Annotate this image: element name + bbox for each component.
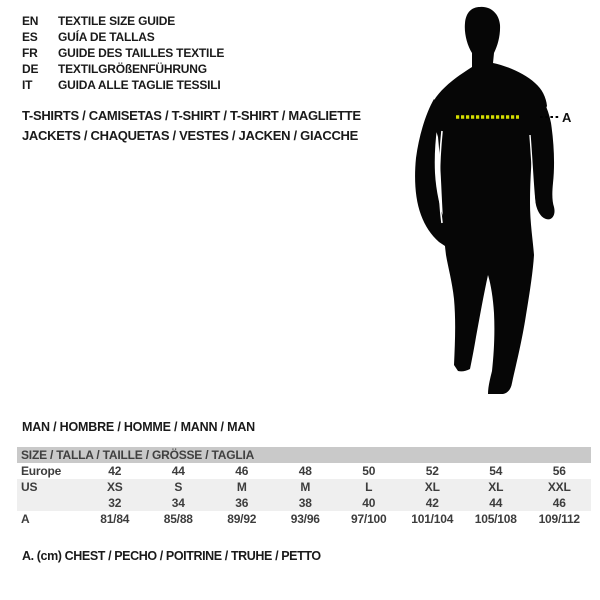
man-figure (402, 3, 582, 398)
table-row-chest (17, 511, 591, 527)
language-code: FR (22, 46, 38, 60)
size-cell: 44 (489, 496, 503, 510)
table-row-us-numeric (17, 495, 591, 511)
language-label: TEXTILGRÖßENFÜHRUNG (58, 62, 207, 76)
size-cell: 93/96 (290, 512, 320, 526)
garment-categories (22, 106, 361, 146)
language-row-en (22, 13, 224, 29)
measure-label-a: A (562, 110, 572, 125)
size-cell: 42 (425, 496, 439, 510)
row-label: Europe (21, 464, 62, 478)
silhouette-shapes (415, 7, 554, 394)
size-cell: XS (106, 480, 123, 494)
row-label: US (21, 480, 38, 494)
language-row-it (22, 77, 224, 93)
size-cell: 38 (298, 496, 312, 510)
size-cell: XL (424, 480, 440, 494)
size-cell: 101/104 (411, 512, 454, 526)
size-cell: XXL (547, 480, 571, 494)
size-cell: S (174, 480, 183, 494)
size-cell: 109/112 (538, 512, 580, 526)
size-cell: 42 (108, 464, 122, 478)
size-cell: 89/92 (227, 512, 257, 526)
size-cell: L (365, 480, 373, 494)
size-table-header: SIZE / TALLA / TAILLE / GRÖSSE / TAGLIA (17, 447, 591, 463)
row-label: A (21, 512, 30, 526)
size-cell: 85/88 (163, 512, 193, 526)
size-cell: 52 (425, 464, 439, 478)
language-list (22, 13, 224, 93)
category-tshirts: T-SHIRTS / CAMISETAS / T-SHIRT / T-SHIRT / MAGLIETTE (22, 108, 361, 123)
language-code: DE (22, 62, 39, 76)
size-cell: 50 (362, 464, 376, 478)
language-row-fr (22, 45, 224, 61)
row-label (17, 495, 83, 511)
section-title-man: MAN / HOMBRE / HOMME / MANN / MAN (22, 420, 255, 434)
language-label: TEXTILE SIZE GUIDE (58, 14, 176, 28)
size-cell: 40 (362, 496, 376, 510)
size-table (17, 447, 591, 527)
size-cell: M (236, 480, 247, 494)
size-cell: XL (488, 480, 504, 494)
table-row-us (17, 479, 591, 495)
size-cell: 81/84 (100, 512, 130, 526)
size-cell: 56 (552, 464, 566, 478)
size-cell: 44 (171, 464, 185, 478)
category-jackets: JACKETS / CHAQUETAS / VESTES / JACKEN / GIACCHE (22, 128, 358, 143)
man-silhouette (402, 3, 582, 398)
language-code: EN (22, 14, 39, 28)
size-cell: 48 (298, 464, 312, 478)
language-label: GUIDE DES TAILLES TEXTILE (58, 46, 225, 60)
size-cell: 46 (235, 464, 249, 478)
language-code: IT (22, 78, 33, 92)
language-code: ES (22, 30, 38, 44)
size-cell: 105/108 (474, 512, 517, 526)
language-row-es (22, 29, 224, 45)
language-label: GUIDA ALLE TAGLIE TESSILI (58, 78, 221, 92)
language-row-de (22, 61, 224, 77)
table-row-europe (17, 463, 591, 479)
size-cell: 34 (171, 496, 185, 510)
size-cell: 54 (489, 464, 503, 478)
size-cell: M (300, 480, 311, 494)
size-cell: 32 (108, 496, 122, 510)
measurement-footnote: A. (cm) CHEST / PECHO / POITRINE / TRUHE / PETTO (22, 549, 321, 563)
size-cell: 46 (552, 496, 566, 510)
size-cell: 36 (235, 496, 249, 510)
size-cell: 97/100 (350, 512, 387, 526)
language-label: GUÍA DE TALLAS (58, 30, 155, 44)
